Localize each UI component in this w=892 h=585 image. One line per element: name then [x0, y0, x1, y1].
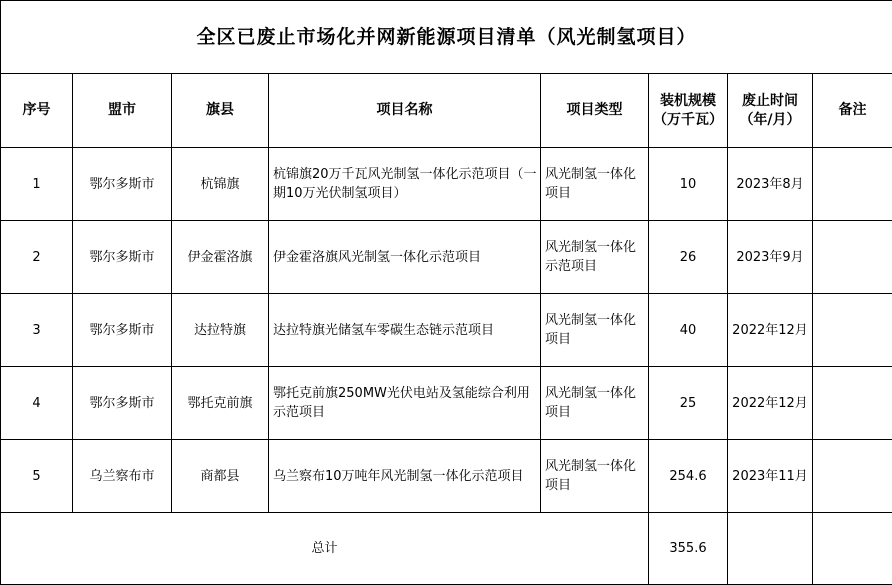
header-seq: 序号: [1, 74, 73, 148]
total-abolish-time: [728, 513, 813, 585]
total-label: 总计: [1, 513, 649, 585]
header-capacity: 装机规模（万千瓦）: [649, 74, 728, 148]
cell-county: 杭锦旗: [172, 148, 269, 221]
header-project-name: 项目名称: [269, 74, 541, 148]
table-title: 全区已废止市场化并网新能源项目清单（风光制氢项目）: [1, 1, 892, 74]
cell-project-name: 伊金霍洛旗风光制氢一体化示范项目: [269, 221, 541, 294]
cell-remarks: [813, 148, 892, 221]
cell-abolish-time: 2022年12月: [728, 294, 813, 367]
cell-capacity: 10: [649, 148, 728, 221]
cell-league-city: 鄂尔多斯市: [73, 294, 172, 367]
cell-capacity: 40: [649, 294, 728, 367]
cell-league-city: 鄂尔多斯市: [73, 367, 172, 440]
cell-project-type: 风光制氢一体化项目: [541, 367, 649, 440]
cell-seq: 5: [1, 440, 73, 513]
table-row: [1, 294, 892, 367]
cell-project-type: 风光制氢一体化示范项目: [541, 221, 649, 294]
total-row: [1, 513, 892, 585]
cell-capacity: 26: [649, 221, 728, 294]
cell-capacity: 25: [649, 367, 728, 440]
cell-county: 达拉特旗: [172, 294, 269, 367]
cell-project-type: 风光制氢一体化项目: [541, 148, 649, 221]
cell-project-type: 风光制氢一体化项目: [541, 440, 649, 513]
table-row: [1, 440, 892, 513]
total-capacity: 355.6: [649, 513, 728, 585]
cell-abolish-time: 2022年12月: [728, 367, 813, 440]
cell-abolish-time: 2023年9月: [728, 221, 813, 294]
cell-remarks: [813, 440, 892, 513]
header-league-city: 盟市: [73, 74, 172, 148]
cell-league-city: 乌兰察布市: [73, 440, 172, 513]
cell-seq: 3: [1, 294, 73, 367]
cell-project-name: 鄂托克前旗250MW光伏电站及氢能综合利用示范项目: [269, 367, 541, 440]
cell-project-name: 达拉特旗光储氢车零碳生态链示范项目: [269, 294, 541, 367]
cell-project-name: 杭锦旗20万千瓦风光制氢一体化示范项目（一期10万光伏制氢项目）: [269, 148, 541, 221]
header-remarks: 备注: [813, 74, 892, 148]
cell-remarks: [813, 294, 892, 367]
cell-league-city: 鄂尔多斯市: [73, 221, 172, 294]
cell-seq: 1: [1, 148, 73, 221]
cell-remarks: [813, 221, 892, 294]
cell-project-name: 乌兰察布10万吨年风光制氢一体化示范项目: [269, 440, 541, 513]
cell-county: 鄂托克前旗: [172, 367, 269, 440]
cell-county: 伊金霍洛旗: [172, 221, 269, 294]
table-row: [1, 221, 892, 294]
cell-seq: 4: [1, 367, 73, 440]
cell-remarks: [813, 367, 892, 440]
table-row: [1, 148, 892, 221]
cell-league-city: 鄂尔多斯市: [73, 148, 172, 221]
cell-project-type: 风光制氢一体化项目: [541, 294, 649, 367]
header-county: 旗县: [172, 74, 269, 148]
cell-abolish-time: 2023年11月: [728, 440, 813, 513]
table-row: [1, 367, 892, 440]
total-remarks: [813, 513, 892, 585]
cell-seq: 2: [1, 221, 73, 294]
header-row: [1, 74, 892, 148]
header-abolish-time: 废止时间（年/月）: [728, 74, 813, 148]
cell-county: 商都县: [172, 440, 269, 513]
header-project-type: 项目类型: [541, 74, 649, 148]
cell-abolish-time: 2023年8月: [728, 148, 813, 221]
cell-capacity: 254.6: [649, 440, 728, 513]
